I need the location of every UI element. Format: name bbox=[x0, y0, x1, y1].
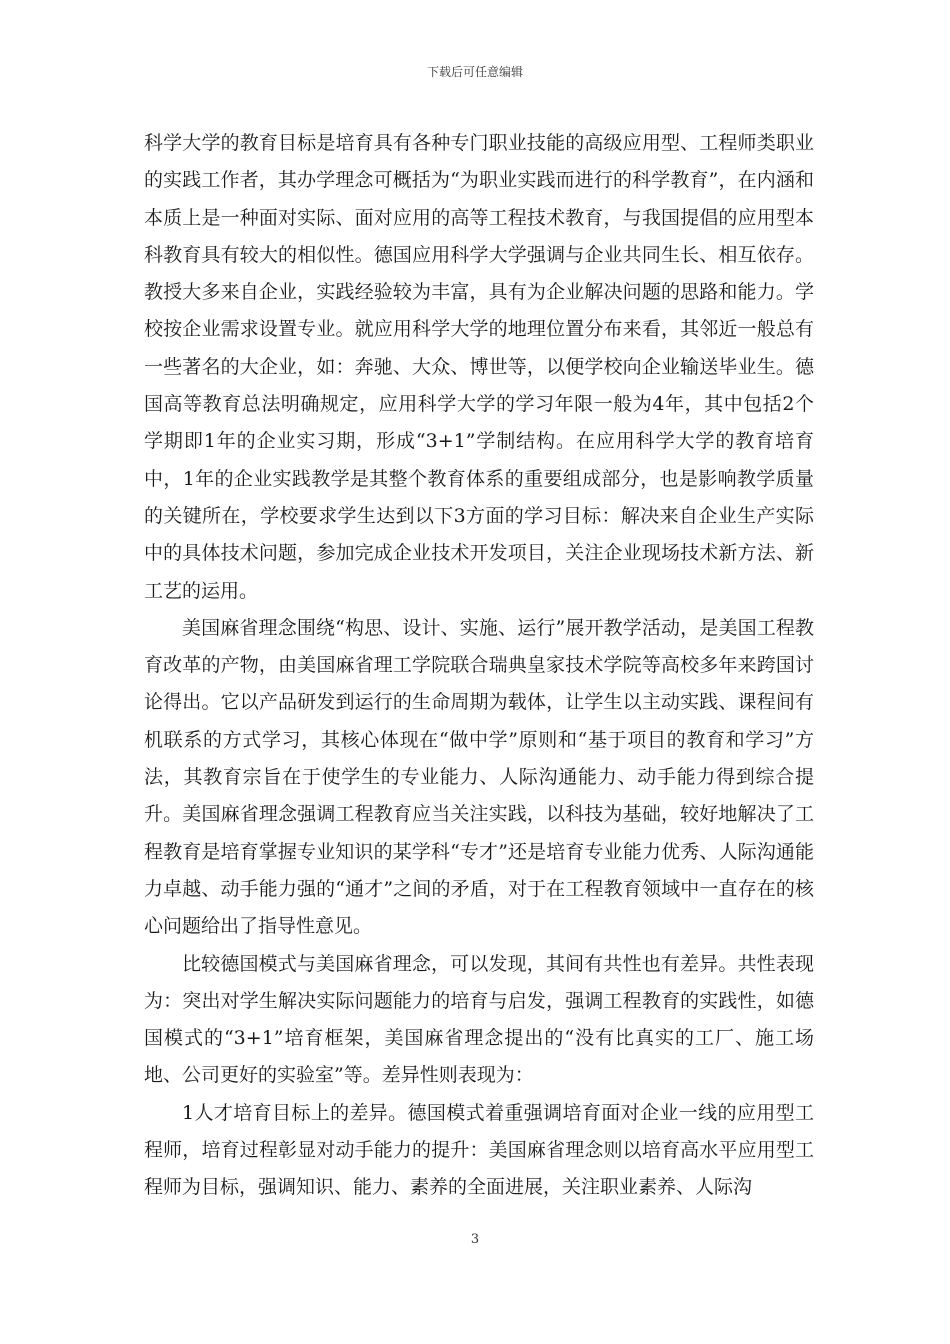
document-body bbox=[144, 125, 814, 1207]
paragraph-german-model: 科学大学的教育目标是培育具有各种专门职业技能的高级应用型、工程师类职业的实践工作者，其办学理念可概括为“为职业实践而进行的科学教育”，在内涵和本质上是一种面对实际、面对应用的高等工程技术教育，与我国提倡的应用型本科教育具有较大的相似性。德国应用科学大学强调与企业共同生长、相互依存。教授大多来自企业，实践经验较为丰富，具有为企业解决问题的思路和能力。学校按企业需求设置专业。就应用科学大学的地理位置分布来看，其邻近一般总有一些著名的大企业，如：奔驰、大众、博世等，以便学校向企业输送毕业生。德国高等教育总法明确规定，应用科学大学的学习年限一般为4年，其中包括2个学期即1年的企业实习期，形成“3+1”学制结构。在应用科学大学的教育培育中，1年的企业实践教学是其整个教育体系的重要组成部分，也是影响教学质量的关键所在，学校要求学生达到以下3方面的学习目标：解决来自企业生产实际中的具体技术问题，参加完成企业技术开发项目，关注企业现场技术新方法、新工艺的运用。 bbox=[144, 132, 814, 602]
paragraph-difference-1: 1人才培育目标上的差异。德国模式着重强调培育面对企业一线的应用型工程师，培育过程彰显对动手能力的提升：美国麻省理念则以培育高水平应用型工程师为目标，强调知识、能力、素养的全面进展，关注职业素养、人际沟 bbox=[144, 1101, 814, 1199]
page-header: 下载后可任意编辑 bbox=[426, 65, 523, 79]
paragraph-mit-cdio: 美国麻省理念围绕“构思、设计、实施、运行”展开教学活动，是美国工程教育改革的产物，由美国麻省理工学院联合瑞典皇家技术学院等高校多年来跨国讨论得出。它以产品研发到运行的生命周期为载体，让学生以主动实践、课程间有机联系的方式学习，其核心体现在“做中学”原则和“基于项目的教育和学习”方法，其教育宗旨在于使学生的专业能力、人际沟通能力、动手能力得到综合提升。美国麻省理念强调工程教育应当关注实践，以科技为基础，较好地解决了工程教育是培育掌握专业知识的某学科“专才”还是培育专业能力优秀、人际沟通能力卓越、动手能力强的“通才”之间的矛盾，对于在工程教育领域中一直存在的核心问题给出了指导性意见。 bbox=[144, 616, 814, 938]
paragraph-comparison: 比较德国模式与美国麻省理念，可以发现，其间有共性也有差异。共性表现为：突出对学生解决实际问题能力的培育与启发，强调工程教育的实践性，如德国模式的“3+1”培育框架，美国麻省理念提出的“没有比真实的工厂、施工场地、公司更好的实验室”等。差异性则表现为： bbox=[144, 952, 814, 1087]
page-number: 3 bbox=[470, 1232, 480, 1247]
